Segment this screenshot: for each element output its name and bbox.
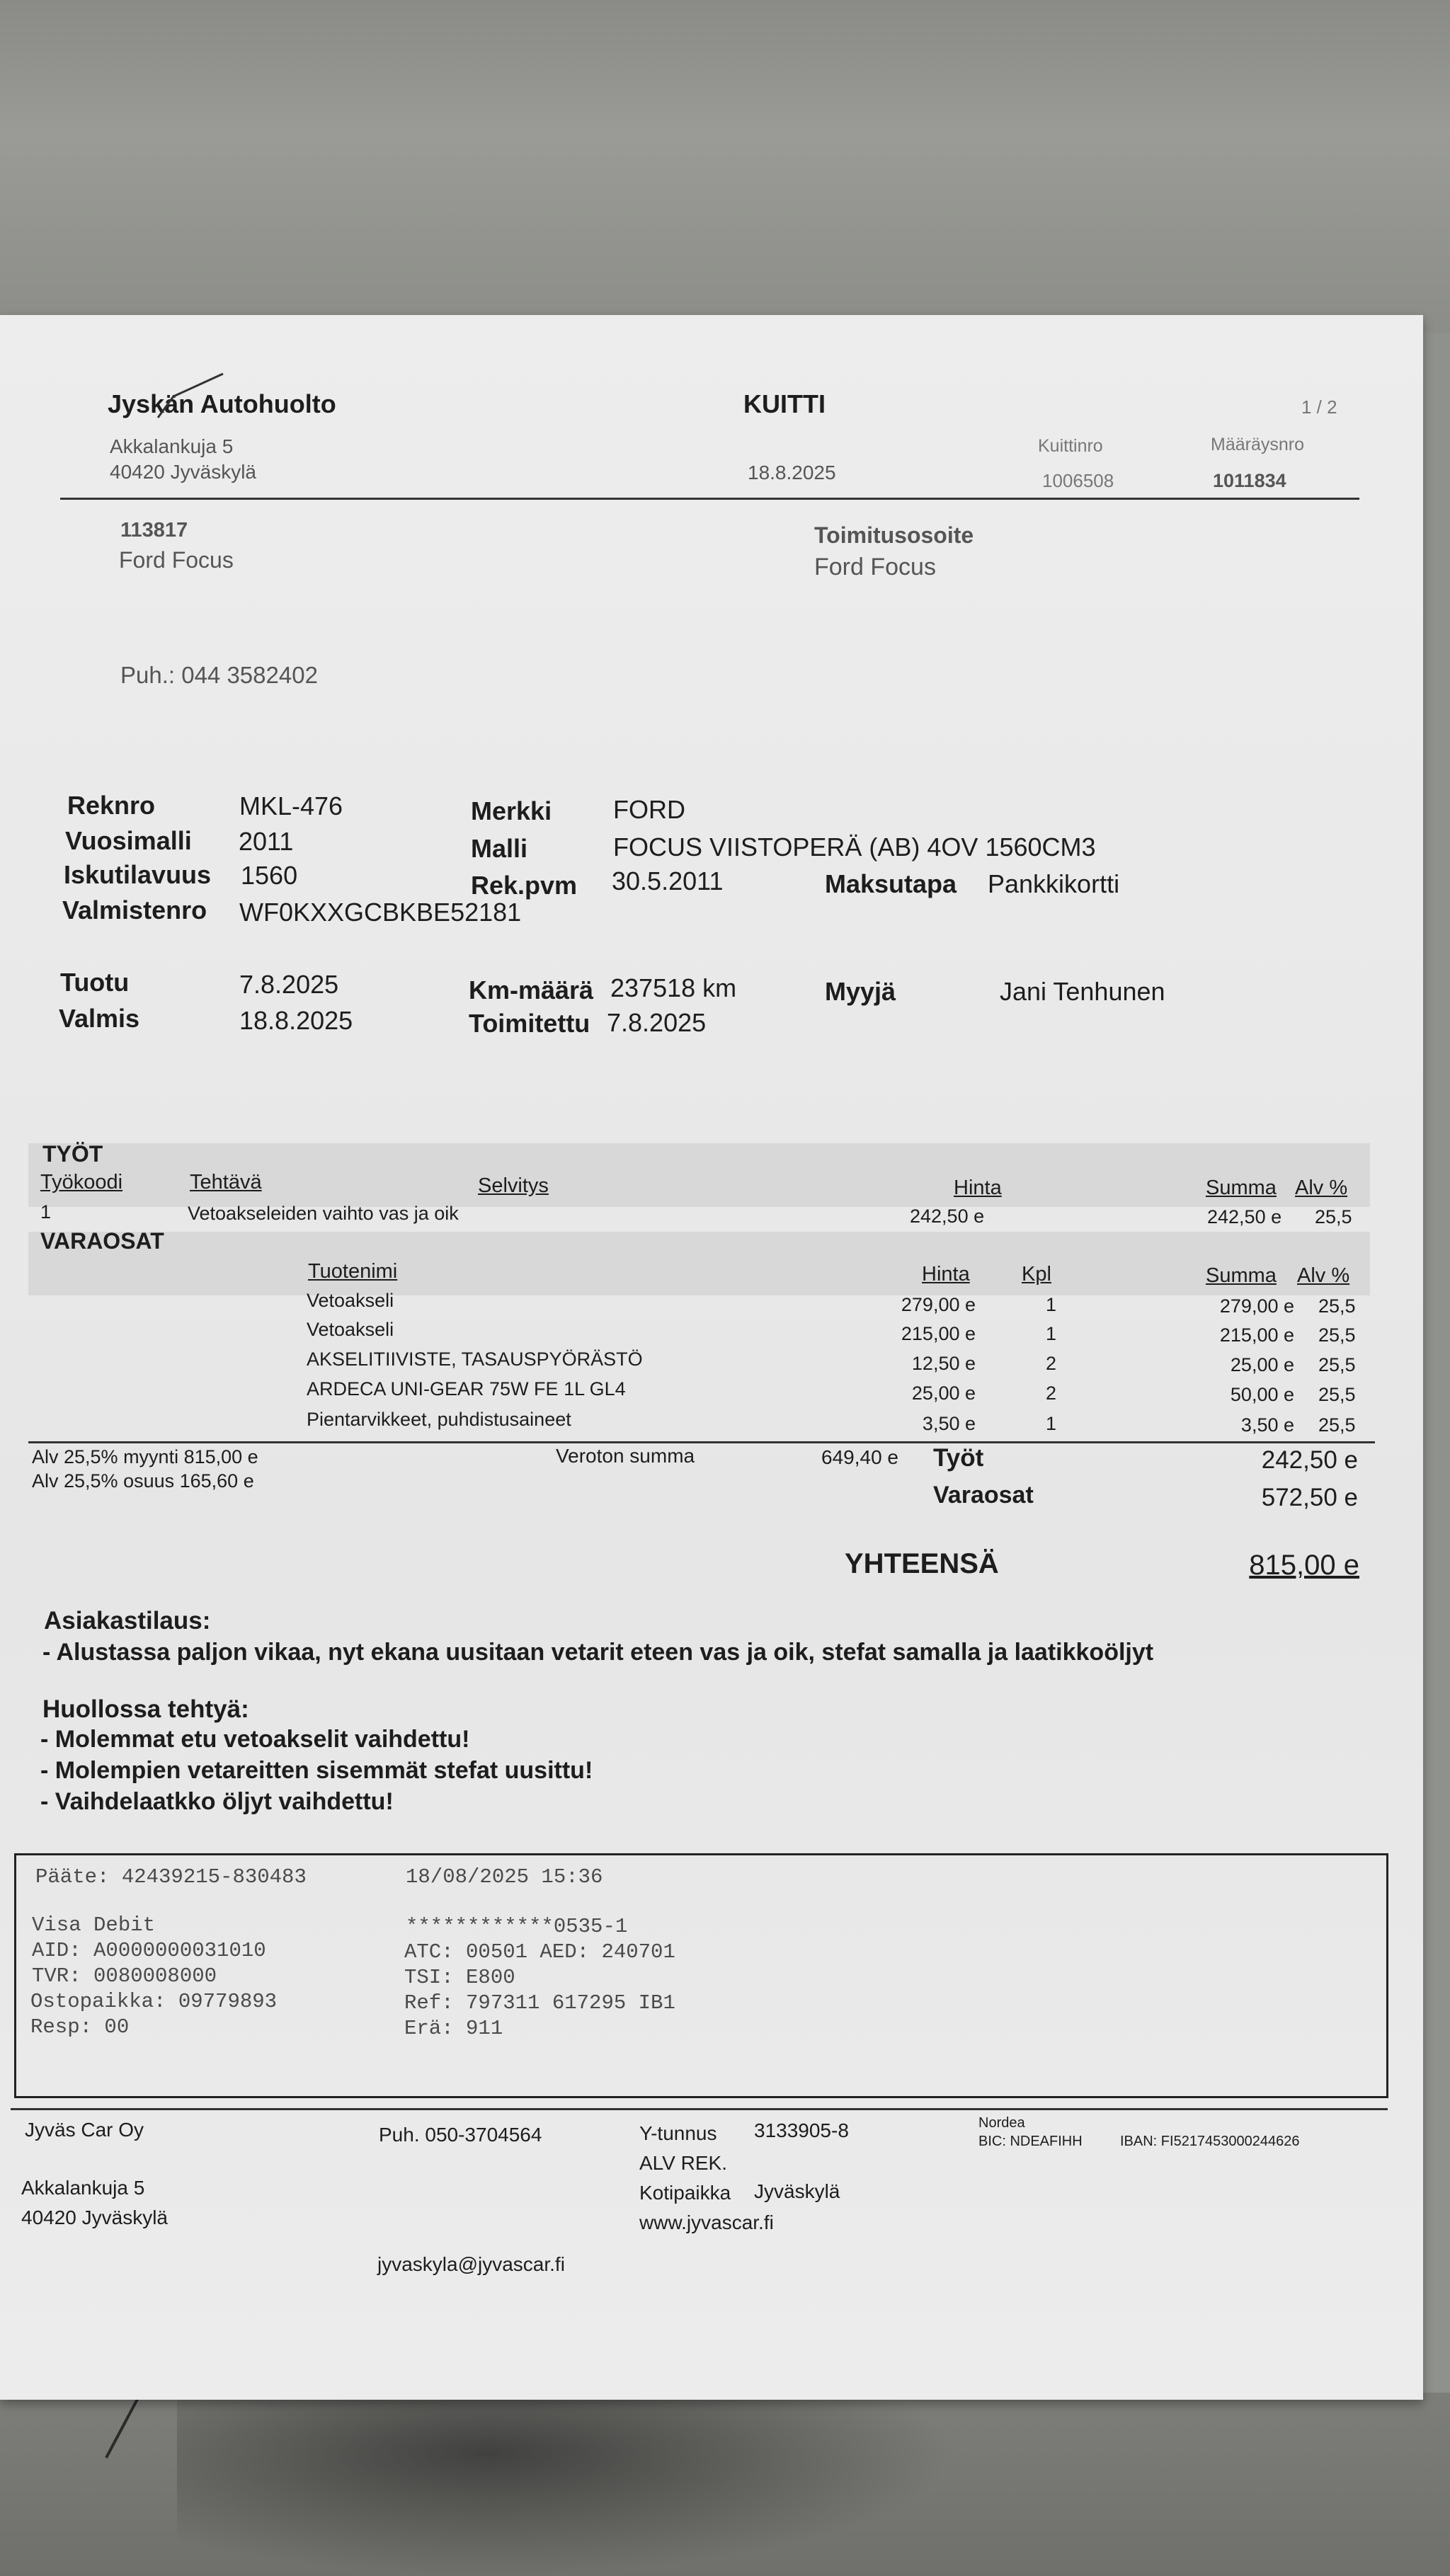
customer-no: 113817 (120, 519, 188, 542)
receipt-no: 1006508 (1042, 470, 1114, 491)
card-datetime: 18/08/2025 15:36 (406, 1865, 603, 1889)
receipt-date: 18.8.2025 (748, 462, 836, 483)
customer-name: Ford Focus (119, 547, 234, 573)
card-number: ************0535-1 (406, 1915, 628, 1938)
work-col-code: Työkoodi (40, 1171, 123, 1193)
displacement-value: 1560 (241, 861, 298, 890)
part-name: AKSELITIIVISTE, TASAUSPYÖRÄSTÖ (307, 1349, 643, 1370)
footer-phone: Puh. 050-3704564 (379, 2124, 542, 2146)
footer-rule (11, 2108, 1388, 2110)
part-price: 3,50 e (922, 1413, 976, 1434)
header-rule (60, 498, 1359, 500)
footer-ytunnus: 3133905-8 (754, 2119, 849, 2141)
card-tsi: TSI: E800 (404, 1966, 515, 1989)
delivered-value: 7.8.2025 (607, 1008, 707, 1037)
company-name: Jyskän Autohuolto (108, 389, 336, 418)
part-name: Pientarvikkeet, puhdistusaineet (307, 1409, 571, 1430)
make-label: Merkki (471, 796, 552, 825)
footer-ytunnus-label: Y-tunnus (639, 2122, 717, 2144)
card-merchant: Ostopaikka: 09779893 (30, 1990, 278, 2013)
part-sum: 3,50 e (1240, 1414, 1294, 1436)
part-vat: 25,5 (1318, 1414, 1356, 1436)
totals-rule (28, 1441, 1375, 1443)
part-sum: 279,00 e (1219, 1295, 1294, 1317)
part-qty: 2 (1046, 1353, 1057, 1374)
work-col-task: Tehtävä (190, 1171, 262, 1193)
part-name: Vetoakseli (307, 1319, 394, 1340)
order-no: 1011834 (1213, 470, 1286, 491)
work-row-vat: 25,5 (1315, 1206, 1352, 1227)
seller-value: Jani Tenhunen (1000, 977, 1165, 1006)
part-price: 279,00 e (901, 1294, 976, 1315)
footer-bank: Nordea (978, 2115, 1025, 2131)
footer-alv: ALV REK. (639, 2152, 727, 2174)
concrete-floor-top (0, 0, 1450, 333)
parts-col-sum: Summa (1206, 1264, 1277, 1287)
doc-type: KUITTI (743, 389, 826, 418)
parts-total-value: 572,50 e (1261, 1484, 1358, 1511)
service-line: - Molempien vetareitten sisemmät stefat uusittu! (40, 1757, 593, 1784)
vin-label: Valmistenro (62, 895, 207, 925)
card-aid: AID: A0000000031010 (32, 1939, 266, 1962)
delivery-name: Ford Focus (814, 554, 936, 580)
delivered-label: Toimitettu (469, 1009, 590, 1038)
done-label: Valmis (59, 1004, 140, 1033)
work-row-sum: 242,50 e (1207, 1206, 1282, 1227)
card-type: Visa Debit (32, 1913, 156, 1937)
handwritten-tick-mark (152, 368, 230, 425)
service-line: - Molemmat etu vetoakselit vaihdettu! (40, 1726, 470, 1753)
work-section-title: TYÖT (42, 1141, 103, 1167)
part-qty: 1 (1046, 1294, 1057, 1315)
footer-bic: BIC: NDEAFIHH (978, 2134, 1083, 2149)
receipt-no-label: Kuittinro (1038, 436, 1103, 456)
part-qty: 1 (1046, 1323, 1057, 1344)
work-row-code: 1 (40, 1201, 52, 1223)
km-value: 237518 km (610, 973, 737, 1002)
footer-city: 40420 Jyväskylä (21, 2206, 169, 2228)
parts-header-band (28, 1232, 1370, 1295)
part-price: 12,50 e (911, 1353, 976, 1374)
card-terminal: Pääte: 42439215-830483 (35, 1865, 307, 1889)
company-street: Akkalankuja 5 (110, 435, 234, 457)
parts-col-name: Tuotenimi (308, 1260, 398, 1283)
card-batch: Erä: 911 (404, 2017, 503, 2040)
grand-total-value: 815,00 e (1249, 1550, 1359, 1581)
card-payment-box (14, 1853, 1388, 2098)
arrived-label: Tuotu (60, 968, 130, 997)
regdate-label: Rek.pvm (471, 871, 578, 900)
done-value: 18.8.2025 (239, 1006, 353, 1035)
parts-col-vat: Alv % (1297, 1264, 1350, 1287)
card-ref: Ref: 797311 617295 IB1 (404, 1991, 675, 2015)
part-price: 215,00 e (901, 1323, 976, 1344)
footer-home-label: Kotipaikka (639, 2182, 731, 2204)
phone-shadow (177, 2400, 956, 2576)
part-qty: 1 (1046, 1413, 1057, 1434)
part-vat: 25,5 (1318, 1295, 1356, 1317)
footer-website: www.jyvascar.fi (639, 2211, 774, 2233)
regdate-value: 30.5.2011 (612, 866, 724, 895)
part-sum: 25,00 e (1230, 1354, 1294, 1375)
customer-phone: Puh.: 044 3582402 (120, 662, 318, 688)
model-value: FOCUS VIISTOPERÄ (AB) 4OV 1560CM3 (613, 832, 1096, 861)
vin-value: WF0KXXGCBKBE52181 (239, 898, 522, 927)
vat-share: Alv 25,5% osuus 165,60 e (32, 1470, 254, 1492)
grand-total-label: YHTEENSÄ (845, 1548, 999, 1579)
part-sum: 50,00 e (1230, 1384, 1294, 1405)
page-number: 1 / 2 (1301, 396, 1337, 418)
parts-total-label: Varaosat (933, 1482, 1034, 1509)
arrived-value: 7.8.2025 (239, 970, 339, 999)
footer-street: Akkalankuja 5 (21, 2177, 145, 2199)
footer-iban: IBAN: FI5217453000244626 (1120, 2134, 1300, 2149)
reg-label: Reknro (67, 791, 156, 820)
company-city: 40420 Jyväskylä (110, 461, 257, 483)
km-label: Km-määrä (469, 975, 594, 1004)
card-tvr: TVR: 0080008000 (32, 1964, 217, 1988)
part-price: 25,00 e (911, 1383, 976, 1404)
work-col-price: Hinta (954, 1177, 1002, 1199)
make-value: FORD (613, 795, 685, 824)
seller-label: Myyjä (825, 977, 896, 1006)
service-done-title: Huollossa tehtyä: (42, 1695, 249, 1723)
work-row-price: 242,50 e (910, 1206, 985, 1227)
displacement-label: Iskutilavuus (64, 860, 212, 889)
customer-order-title: Asiakastilaus: (44, 1607, 211, 1635)
delivery-label: Toimitusosoite (814, 522, 974, 548)
payment-label: Maksutapa (825, 869, 957, 898)
footer-company: Jyväs Car Oy (25, 2119, 144, 2141)
net-label: Veroton summa (556, 1445, 695, 1467)
net-value: 649,40 e (821, 1446, 898, 1468)
part-name: Vetoakseli (307, 1290, 394, 1311)
year-value: 2011 (239, 827, 294, 856)
footer-email: jyvaskyla@jyvascar.fi (377, 2253, 565, 2275)
reg-value: MKL-476 (239, 791, 343, 820)
part-sum: 215,00 e (1219, 1324, 1294, 1346)
service-line: - Vaihdelaatkko öljyt vaihdettu! (40, 1788, 394, 1815)
work-total-label: Työt (933, 1444, 984, 1472)
work-col-vat: Alv % (1295, 1177, 1348, 1199)
order-no-label: Määräysnro (1211, 435, 1304, 454)
part-qty: 2 (1046, 1383, 1057, 1404)
parts-col-qty: Kpl (1022, 1263, 1051, 1286)
part-vat: 25,5 (1318, 1324, 1356, 1346)
parts-col-price: Hinta (922, 1263, 970, 1286)
payment-value: Pankkikortti (988, 869, 1120, 898)
parts-section-title: VARAOSAT (40, 1228, 164, 1254)
work-row-task: Vetoakseleiden vaihto vas ja oik (188, 1203, 459, 1224)
work-col-desc: Selvitys (478, 1174, 549, 1197)
part-vat: 25,5 (1318, 1354, 1356, 1375)
card-resp: Resp: 00 (30, 2015, 130, 2039)
model-label: Malli (471, 834, 528, 863)
part-vat: 25,5 (1318, 1384, 1356, 1405)
work-col-sum: Summa (1206, 1177, 1277, 1199)
work-total-value: 242,50 e (1261, 1446, 1358, 1474)
vat-sales: Alv 25,5% myynti 815,00 e (32, 1446, 258, 1467)
year-label: Vuosimalli (65, 826, 192, 855)
customer-order-line: - Alustassa paljon vikaa, nyt ekana uusitaan vetarit eteen vas ja oik, stefat samalla ja laatikkoöljyt (42, 1639, 1154, 1666)
card-atc-aed: ATC: 00501 AED: 240701 (404, 1940, 675, 1964)
footer-home: Jyväskylä (754, 2180, 840, 2202)
part-name: ARDECA UNI-GEAR 75W FE 1L GL4 (307, 1378, 626, 1399)
